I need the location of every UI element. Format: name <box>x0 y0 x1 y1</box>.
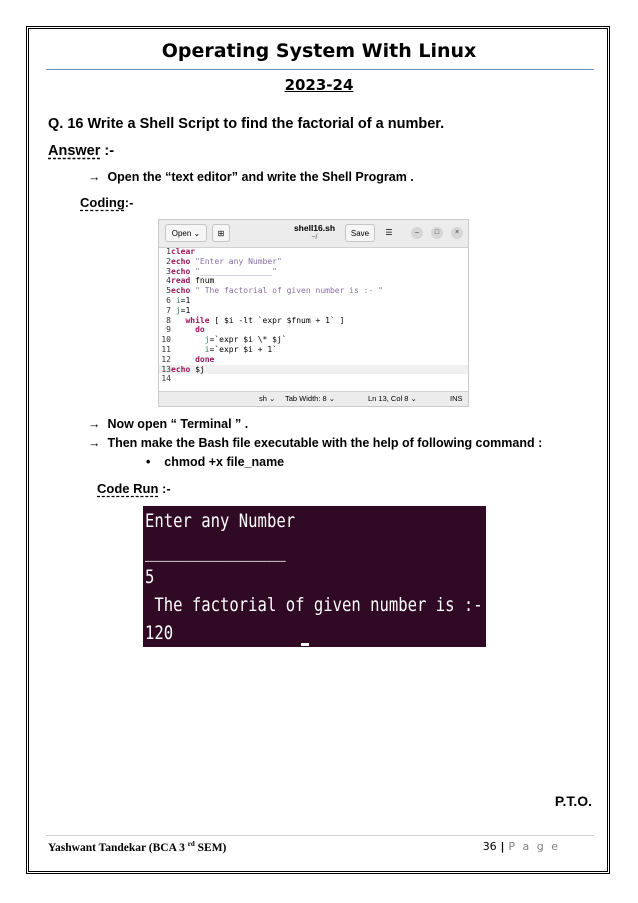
step-text: Open the “text editor” and write the Shell Program . <box>107 170 414 184</box>
code-token: j <box>171 335 210 345</box>
line-number: 11 <box>161 344 171 354</box>
close-icon[interactable]: × <box>451 227 463 239</box>
chmod-command-item <box>146 455 284 469</box>
line-number: 5 <box>166 286 171 296</box>
save-button[interactable]: Save <box>345 224 375 242</box>
code-run-suffix: :- <box>158 481 171 496</box>
arrow-icon: → <box>88 170 101 184</box>
line-number: 3 <box>166 266 171 276</box>
line-number: 6 <box>166 295 171 305</box>
page-separator: | <box>496 840 509 853</box>
terminal-line: 120 <box>145 622 174 644</box>
command-text: chmod +x file_name <box>164 455 285 469</box>
coding-label: Coding <box>80 195 125 210</box>
line-number: 8 <box>166 315 171 325</box>
bullet-icon: • <box>146 455 151 469</box>
code-token: echo <box>171 256 191 266</box>
code-line[interactable] <box>159 257 468 267</box>
author-text: Yashwant Tandekar (BCA 3 <box>48 841 185 854</box>
step-text: Now open “ Terminal ” . <box>107 417 249 431</box>
code-line[interactable] <box>159 335 468 345</box>
code-token: fnum <box>190 276 215 286</box>
language-selector[interactable]: sh ⌄ <box>259 394 276 403</box>
code-token: =1 <box>180 295 191 305</box>
arrow-icon: → <box>88 436 101 450</box>
code-line[interactable] <box>159 286 468 296</box>
step-open-terminal <box>88 417 248 431</box>
code-run-label: Code Run <box>97 481 159 496</box>
terminal-line: 5 <box>145 566 155 588</box>
code-token: read <box>171 276 191 286</box>
line-number: 13 <box>161 364 171 374</box>
page-label: P a g e <box>508 840 560 853</box>
code-token: echo <box>171 266 191 276</box>
title-divider <box>46 69 594 70</box>
tab-width-label: Tab Width: 8 <box>285 394 327 403</box>
line-number: 10 <box>161 335 171 345</box>
arrow-icon: → <box>88 417 101 431</box>
editor-status-bar <box>159 391 468 406</box>
code-token: echo <box>171 286 191 296</box>
file-name: shell16.sh <box>293 223 336 233</box>
page-number: 36 <box>482 840 497 853</box>
code-token: " The factorial of given number is :- " <box>195 286 383 296</box>
minimize-icon[interactable]: – <box>411 227 423 239</box>
code-line[interactable] <box>159 296 468 306</box>
author-sup: rd <box>187 840 195 848</box>
coding-heading <box>80 195 133 210</box>
insert-mode: INS <box>450 394 463 403</box>
step-text: Then make the Bash file executable with the help of following command : <box>107 436 543 450</box>
code-token: i <box>171 344 210 354</box>
terminal-cursor <box>301 643 309 646</box>
text-editor-window <box>158 219 469 407</box>
code-token: clear <box>171 247 196 256</box>
code-line[interactable] <box>159 316 468 326</box>
code-token: =`expr $i + 1` <box>209 344 277 354</box>
line-number: 7 <box>166 305 171 315</box>
author-sem: SEM) <box>194 841 227 854</box>
answer-suffix: :- <box>100 143 115 159</box>
code-line[interactable] <box>159 325 468 335</box>
footer-divider <box>46 835 594 836</box>
terminal-line: Enter any Number <box>145 510 296 532</box>
maximize-icon[interactable]: □ <box>431 227 443 239</box>
terminal-output <box>143 506 486 647</box>
terminal-line: _______________ <box>145 540 286 562</box>
line-number: 2 <box>166 256 171 266</box>
code-line[interactable] <box>159 267 468 277</box>
chevron-down-icon: ⌄ <box>193 229 201 238</box>
code-line[interactable] <box>159 276 468 286</box>
code-token: done <box>171 354 215 364</box>
code-line[interactable] <box>159 374 468 384</box>
tab-width-selector[interactable]: Tab Width: 8 ⌄ <box>285 394 336 403</box>
cursor-label: Ln 13, Col 8 <box>368 394 409 403</box>
step-open-editor <box>88 170 414 184</box>
page-title: Operating System With Linux <box>161 40 477 62</box>
answer-label: Answer <box>48 143 101 159</box>
line-number: 1 <box>166 247 171 256</box>
line-number: 9 <box>166 325 171 335</box>
code-line[interactable] <box>159 306 468 316</box>
code-token: j <box>171 305 181 315</box>
code-token: =1 <box>180 305 191 315</box>
answer-heading <box>48 143 114 159</box>
menu-icon[interactable]: ☰ <box>385 228 393 237</box>
new-tab-icon[interactable]: ⊞ <box>212 224 230 242</box>
line-number: 12 <box>161 354 171 364</box>
question-heading: Q. 16 Write a Shell Script to find the factorial of a number. <box>48 116 445 132</box>
footer-page <box>483 840 560 853</box>
code-line[interactable] <box>159 247 468 257</box>
code-token: i <box>171 295 181 305</box>
code-token: echo <box>171 364 191 374</box>
code-token: do <box>171 325 205 335</box>
pto-label: P.T.O. <box>554 793 592 809</box>
academic-year <box>0 76 638 94</box>
step-make-executable <box>88 436 542 450</box>
year-text: 2023-24 <box>284 76 354 94</box>
terminal-line: The factorial of given number is :- <box>145 594 483 616</box>
line-number: 4 <box>166 276 171 286</box>
cursor-position[interactable]: Ln 13, Col 8 ⌄ <box>368 394 417 403</box>
footer-author <box>48 840 226 854</box>
code-token: =`expr $i \* $j` <box>209 335 287 345</box>
code-run-heading <box>97 481 171 496</box>
code-line[interactable] <box>159 365 468 375</box>
code-token: [ $i -lt `expr $fnum + 1` ] <box>209 315 345 325</box>
coding-suffix: :- <box>124 195 134 210</box>
line-number: 14 <box>161 374 171 384</box>
code-token: "Enter any Number" <box>195 256 282 266</box>
code-area[interactable] <box>159 247 468 394</box>
file-path: ~/ <box>311 234 318 241</box>
code-token: while <box>171 315 210 325</box>
code-line[interactable] <box>159 355 468 365</box>
language-label: sh <box>259 394 267 403</box>
code-line[interactable] <box>159 345 468 355</box>
code-token: "_______________" <box>195 266 277 276</box>
editor-header-bar <box>159 220 468 248</box>
open-label: Open <box>171 229 192 238</box>
code-token: $j <box>190 364 205 374</box>
